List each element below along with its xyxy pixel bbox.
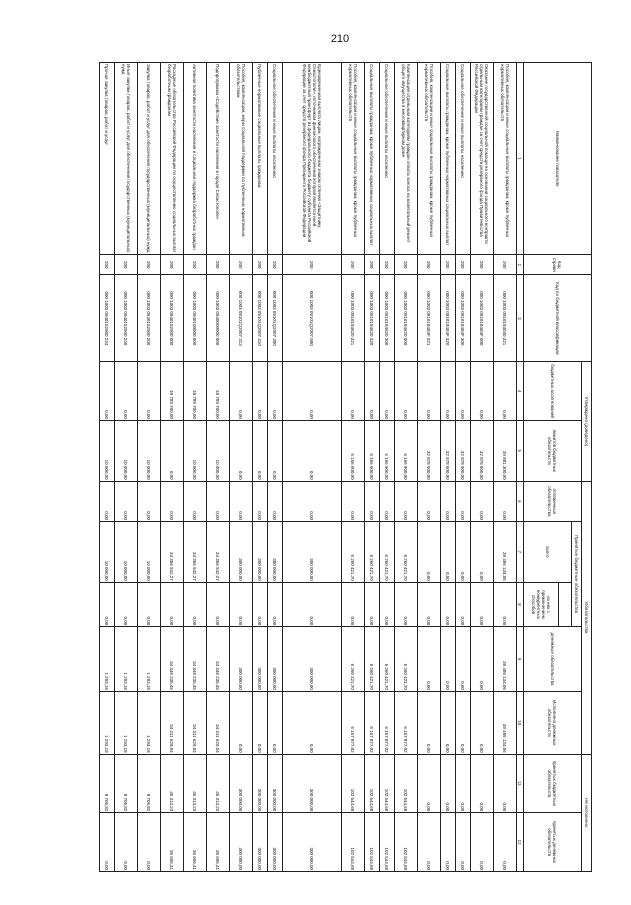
cell-deferred: 0,00 xyxy=(456,481,471,521)
cell-unexecuted-budget: 45 313,23 xyxy=(184,754,207,813)
cell-executed: 1 293,18 xyxy=(100,691,115,754)
row-name: Пособия, компенсации и иные социальные выплаты гражданам, кроме публичных нормативных обязательств xyxy=(418,63,441,255)
cell-deferred: 0,00 xyxy=(207,481,230,521)
cell-deferred: 0,00 xyxy=(100,481,115,521)
row-name: Публичные нормативные социальные выплаты гражданам xyxy=(253,63,268,255)
cell-limits: 0,00 xyxy=(268,420,283,481)
row-kbk: 000 1003 0940100000 000 xyxy=(184,275,207,362)
cell-accepted-total: 10 000,00 xyxy=(100,522,115,583)
cell-unexecuted-monetary: 102 544,68 xyxy=(380,813,395,872)
cell-budget-allocations: 0,00 xyxy=(418,362,441,421)
cell-competitive: 0,00 xyxy=(395,582,418,626)
cell-limits: 10 000,00 xyxy=(115,420,138,481)
cell-deferred: 0,00 xyxy=(138,481,161,521)
row-code: 200 xyxy=(418,255,441,275)
cell-unexecuted-monetary: 36 606,41 xyxy=(184,813,207,872)
cell-competitive: 0,00 xyxy=(418,582,441,626)
row-code: 200 xyxy=(268,255,283,275)
row-name: Единовременная выплата лицам, награжденным знаком отличия «Защитнику Севастополя», источником финансового обеспечения которой является иной межбюджетный трансферт из федерального бюджета бюджету субъекта Российской Федерации за счет средств резервного фонда Президента Российской Федерации xyxy=(283,63,342,255)
table-row xyxy=(115,63,138,872)
cell-competitive: 0,00 xyxy=(441,582,456,626)
cell-limits: 0,00 xyxy=(230,420,253,481)
cell-accepted-total: 300 000,00 xyxy=(253,522,268,583)
cell-executed: 0,00 xyxy=(418,691,441,754)
cell-unexecuted-monetary: 300 000,00 xyxy=(268,813,283,872)
row-code: 200 xyxy=(395,255,418,275)
row-name: Расходные обязательства Российской Федерации по осуществлению социальных выплат безработным гражданам xyxy=(161,63,184,255)
cell-accepted-total: 6 260 421,70 xyxy=(365,522,380,583)
cell-executed: 34 311 629,04 xyxy=(184,691,207,754)
column-number-row xyxy=(517,63,524,872)
row-name: Пособия, компенсации, меры социальной поддержки по публичным нормативным обязательствам xyxy=(230,63,253,255)
cell-unexecuted-monetary: 0,00 xyxy=(441,813,456,872)
header-deferred: отложенные обязательства xyxy=(524,481,582,521)
cell-monetary: 0,00 xyxy=(456,627,471,692)
row-kbk: 000 1003 0940152900 000 xyxy=(161,275,184,362)
row-name: Иные закупки товаров, работ и услуг для обеспечения государственных (муниципальных) нужд xyxy=(115,63,138,255)
cell-budget-allocations: 0,00 xyxy=(494,362,517,421)
col-number: 7 xyxy=(517,522,524,583)
header-budget-code: Код по бюджетной классификации xyxy=(524,275,592,362)
cell-limits: 6 166 900,00 xyxy=(395,420,418,481)
table-header xyxy=(517,63,592,872)
col-number: 2 xyxy=(517,255,524,275)
cell-accepted-total: 34 356 942,27 xyxy=(207,522,230,583)
cell-executed: 6 157 877,02 xyxy=(380,691,395,754)
row-name: Закупка товаров, работ и услуг для обеспечения государственных (муниципальных) нужд xyxy=(138,63,161,255)
cell-unexecuted-monetary: 0,00 xyxy=(138,813,161,872)
cell-deferred: 0,00 xyxy=(494,481,517,521)
row-code: 200 xyxy=(283,255,342,275)
row-code: 200 xyxy=(441,255,456,275)
cell-competitive: 0,00 xyxy=(471,582,494,626)
col-number: 11 xyxy=(517,754,524,813)
cell-budget-allocations: 49 789 700,00 xyxy=(184,362,207,421)
cell-executed: 34 311 629,04 xyxy=(207,691,230,754)
row-kbk: 000 1003 09101Q2007 300 xyxy=(268,275,283,362)
cell-budget-allocations: 0,00 xyxy=(395,362,418,421)
cell-unexecuted-monetary: 102 544,68 xyxy=(365,813,380,872)
cell-unexecuted-monetary: 0,00 xyxy=(100,813,115,872)
cell-competitive: 0,00 xyxy=(380,582,395,626)
cell-accepted-total: 300 000,00 xyxy=(230,522,253,583)
row-name: Оказание государственной социальной помощи на основании социального контракта отдельным категориям граждан за счет средств резервного фонда Правительства Российской Федерации xyxy=(471,63,494,255)
cell-unexecuted-budget: 102 544,68 xyxy=(395,754,418,813)
row-kbk: 000 1003 0910184040 321 xyxy=(494,275,517,362)
row-code: 200 xyxy=(494,255,517,275)
cell-executed: 0,00 xyxy=(230,691,253,754)
cell-limits: 6 166 900,00 xyxy=(342,420,365,481)
col-number: 5 xyxy=(517,420,524,481)
row-name: Прочая закупка товаров, работ и услуг xyxy=(100,63,115,255)
table-row xyxy=(253,63,268,872)
cell-monetary: 300 000,00 xyxy=(253,627,268,692)
cell-limits: 10 000,00 xyxy=(207,420,230,481)
col-number: 4 xyxy=(517,362,524,421)
cell-monetary: 39 486 134,06 xyxy=(494,627,517,692)
cell-accepted-total: 34 356 942,27 xyxy=(184,522,207,583)
cell-unexecuted-monetary: 300 000,00 xyxy=(230,813,253,872)
cell-competitive: 0,00 xyxy=(207,582,230,626)
cell-executed: 0,00 xyxy=(268,691,283,754)
cell-unexecuted-budget: 0,00 xyxy=(456,754,471,813)
cell-limits: 6 166 900,00 xyxy=(365,420,380,481)
col-number: 9 xyxy=(517,627,524,692)
cell-limits: 0,00 xyxy=(253,420,268,481)
cell-unexecuted-monetary: 0,00 xyxy=(494,813,517,872)
table-body xyxy=(100,63,517,872)
cell-limits: 32 878 900,00 xyxy=(471,420,494,481)
cell-monetary: 1 293,18 xyxy=(138,627,161,692)
cell-deferred: 0,00 xyxy=(268,481,283,521)
header-name: Наименование показателя xyxy=(524,63,592,255)
table-row xyxy=(138,63,161,872)
header-accepted-budget: принятых бюджетных обязательств xyxy=(524,754,582,813)
cell-unexecuted-budget: 0,00 xyxy=(418,754,441,813)
cell-deferred: 0,00 xyxy=(115,481,138,521)
cell-deferred: 0,00 xyxy=(184,481,207,521)
cell-budget-allocations: 0,00 xyxy=(471,362,494,421)
row-code: 200 xyxy=(161,255,184,275)
cell-budget-allocations: 0,00 xyxy=(230,362,253,421)
cell-competitive: 0,00 xyxy=(268,582,283,626)
header-code: Код строки xyxy=(524,255,592,275)
row-code: 200 xyxy=(184,255,207,275)
table-row xyxy=(268,63,283,872)
row-kbk: 000 1003 0940152900 200 xyxy=(138,275,161,362)
cell-competitive: 0,00 xyxy=(342,582,365,626)
table-row xyxy=(342,63,365,872)
row-kbk: 000 1003 091018404F 300 xyxy=(456,275,471,362)
cell-unexecuted-monetary: 300 000,00 xyxy=(253,813,268,872)
table-row xyxy=(418,63,441,872)
row-code: 200 xyxy=(253,255,268,275)
row-name: Пособия, компенсации и иные социальные выплаты гражданам, кроме публичных нормативных обязательств xyxy=(494,63,517,255)
cell-executed: 34 311 629,04 xyxy=(161,691,184,754)
cell-budget-allocations: 0,00 xyxy=(283,362,342,421)
header-budget-allocations: бюджетных ассигнований xyxy=(524,362,582,421)
cell-monetary: 300 000,00 xyxy=(283,627,342,692)
budget-report-table xyxy=(99,62,592,872)
cell-deferred: 0,00 xyxy=(253,481,268,521)
cell-limits: 32 878 900,00 xyxy=(456,420,471,481)
row-code: 200 xyxy=(100,255,115,275)
cell-limits: 10 000,00 xyxy=(100,420,115,481)
cell-unexecuted-budget: 102 544,68 xyxy=(365,754,380,813)
row-name: Социальные выплаты гражданам, кроме публичных нормативных социальных выплат xyxy=(365,63,380,255)
cell-budget-allocations: 49 789 700,00 xyxy=(161,362,184,421)
cell-limits: 32 878 900,00 xyxy=(441,420,456,481)
cell-budget-allocations: 0,00 xyxy=(253,362,268,421)
cell-monetary: 1 293,18 xyxy=(100,627,115,692)
row-kbk: 000 1003 091018404F 321 xyxy=(418,275,441,362)
header-accepted: Принятые бюджетные обязательства xyxy=(572,522,582,627)
cell-accepted-total: 0,00 xyxy=(441,522,456,583)
cell-unexecuted-budget: 102 544,68 xyxy=(342,754,365,813)
cell-monetary: 34 348 235,45 xyxy=(207,627,230,692)
cell-competitive: 0,00 xyxy=(283,582,342,626)
cell-accepted-total: 10 000,00 xyxy=(115,522,138,583)
cell-unexecuted-monetary: 0,00 xyxy=(456,813,471,872)
cell-accepted-total: 10 000,00 xyxy=(138,522,161,583)
row-kbk: 000 1003 0940152900 244 xyxy=(100,275,115,362)
cell-unexecuted-budget: 45 313,23 xyxy=(161,754,184,813)
header-limits: лимитов бюджетных обязательств xyxy=(524,420,582,481)
cell-monetary: 1 293,18 xyxy=(115,627,138,692)
header-not-executed: Не исполнено xyxy=(582,754,592,871)
cell-budget-allocations: 0,00 xyxy=(342,362,365,421)
row-code: 200 xyxy=(456,255,471,275)
row-kbk: 000 1003 0910184620 000 xyxy=(395,275,418,362)
cell-executed: 39 486 134,06 xyxy=(494,691,517,754)
cell-unexecuted-budget: 8 706,82 xyxy=(100,754,115,813)
row-code: 200 xyxy=(138,255,161,275)
cell-executed: 0,00 xyxy=(456,691,471,754)
rotated-report-frame xyxy=(104,62,592,872)
header-accepted-monetary: принятых денежных обязательств xyxy=(524,813,582,872)
row-name: Социальное обеспечение и иные выплаты населению xyxy=(456,63,471,255)
cell-unexecuted-monetary: 36 606,41 xyxy=(161,813,184,872)
cell-accepted-total: 0,00 xyxy=(456,522,471,583)
cell-competitive: 0,00 xyxy=(184,582,207,626)
cell-unexecuted-monetary: 0,00 xyxy=(471,813,494,872)
row-name: Социальное обеспечение и иные выплаты населению xyxy=(380,63,395,255)
page-number: 210 xyxy=(330,33,350,45)
cell-unexecuted-budget: 8 706,82 xyxy=(138,754,161,813)
row-code: 200 xyxy=(365,255,380,275)
col-number: 6 xyxy=(517,481,524,521)
cell-monetary: 6 260 421,70 xyxy=(380,627,395,692)
table-row xyxy=(161,63,184,872)
cell-limits: 0,00 xyxy=(283,420,342,481)
cell-unexecuted-monetary: 102 544,68 xyxy=(342,813,365,872)
row-name: Социальные выплаты гражданам, кроме публичных нормативных социальных выплат xyxy=(441,63,456,255)
cell-unexecuted-budget: 0,00 xyxy=(471,754,494,813)
row-code: 200 xyxy=(115,255,138,275)
col-number: 1 xyxy=(517,63,524,255)
cell-unexecuted-monetary: 0,00 xyxy=(115,813,138,872)
report-table-container xyxy=(104,62,592,872)
cell-competitive: 0,00 xyxy=(365,582,380,626)
row-kbk: 000 1003 0940152900 240 xyxy=(115,275,138,362)
col-number: 12 xyxy=(517,813,524,872)
cell-monetary: 6 260 421,70 xyxy=(342,627,365,692)
cell-competitive: 0,00 xyxy=(230,582,253,626)
cell-budget-allocations: 49 789 700,00 xyxy=(207,362,230,421)
cell-deferred: 0,00 xyxy=(230,481,253,521)
row-code: 200 xyxy=(342,255,365,275)
cell-budget-allocations: 0,00 xyxy=(268,362,283,421)
row-kbk: 000 1003 09101Q2007 310 xyxy=(253,275,268,362)
cell-budget-allocations: 0,00 xyxy=(138,362,161,421)
row-code: 200 xyxy=(207,255,230,275)
header-competitive: из них с применением конкурентных способов xyxy=(524,582,559,626)
cell-deferred: 0,00 xyxy=(441,481,456,521)
cell-unexecuted-budget: 300 000,00 xyxy=(253,754,268,813)
header-obligations: Обязательства xyxy=(582,481,592,754)
cell-executed: 1 293,18 xyxy=(138,691,161,754)
cell-unexecuted-budget: 300 000,00 xyxy=(283,754,342,813)
cell-limits: 6 166 900,00 xyxy=(380,420,395,481)
cell-executed: 6 157 877,02 xyxy=(395,691,418,754)
header-executed-monetary: Исполнено денежных обязательств xyxy=(524,691,582,754)
cell-limits: 39 881 300,00 xyxy=(494,420,517,481)
row-code: 200 xyxy=(471,255,494,275)
cell-limits: 10 000,00 xyxy=(184,420,207,481)
table-row xyxy=(456,63,471,872)
cell-limits: 10 000,00 xyxy=(138,420,161,481)
cell-unexecuted-budget: 102 544,68 xyxy=(380,754,395,813)
cell-unexecuted-monetary: 36 606,41 xyxy=(207,813,230,872)
cell-unexecuted-monetary: 102 544,68 xyxy=(395,813,418,872)
cell-competitive: 0,00 xyxy=(494,582,517,626)
header-approved: Утверждено (доведено) xyxy=(582,362,592,481)
cell-monetary: 300 000,00 xyxy=(268,627,283,692)
cell-accepted-total: 39 486 134,06 xyxy=(494,522,517,583)
cell-unexecuted-budget: 0,00 xyxy=(494,754,517,813)
table-row xyxy=(230,63,253,872)
row-kbk: 000 1003 09101Q2007 000 xyxy=(283,275,342,362)
cell-unexecuted-budget: 0,00 xyxy=(441,754,456,813)
cell-monetary: 300 000,00 xyxy=(230,627,253,692)
cell-accepted-total: 300 000,00 xyxy=(268,522,283,583)
cell-executed: 0,00 xyxy=(253,691,268,754)
table-row xyxy=(207,63,230,872)
col-number: 3 xyxy=(517,275,524,362)
cell-monetary: 34 348 235,45 xyxy=(161,627,184,692)
cell-accepted-total: 6 260 421,70 xyxy=(342,522,365,583)
cell-limits: 0,00 xyxy=(161,420,184,481)
cell-deferred: 0,00 xyxy=(380,481,395,521)
row-name: Пособия, компенсации и иные социальные выплаты гражданам, кроме публичных нормативных обязательств xyxy=(342,63,365,255)
table-row xyxy=(100,63,115,872)
cell-deferred: 0,00 xyxy=(471,481,494,521)
row-name: Подпрограмма «Содействие занятости населения в городе Севастополе» xyxy=(207,63,230,255)
cell-monetary: 6 260 421,70 xyxy=(395,627,418,692)
cell-budget-allocations: 0,00 xyxy=(365,362,380,421)
cell-monetary: 6 260 421,70 xyxy=(365,627,380,692)
cell-executed: 0,00 xyxy=(283,691,342,754)
cell-budget-allocations: 0,00 xyxy=(115,362,138,421)
table-row xyxy=(471,63,494,872)
cell-competitive: 0,00 xyxy=(456,582,471,626)
cell-accepted-total: 300 000,00 xyxy=(283,522,342,583)
cell-accepted-total: 6 260 421,70 xyxy=(395,522,418,583)
table-row xyxy=(494,63,517,872)
cell-unexecuted-budget: 45 313,23 xyxy=(207,754,230,813)
cell-executed: 0,00 xyxy=(441,691,456,754)
row-name: Социальное обеспечение и иные выплаты населению xyxy=(268,63,283,255)
row-kbk: 000 1003 091018404F 000 xyxy=(471,275,494,362)
cell-accepted-total: 34 356 942,27 xyxy=(161,522,184,583)
col-number: 8 xyxy=(517,582,524,626)
row-kbk: 000 1003 0940000000 000 xyxy=(207,275,230,362)
row-kbk: 000 1003 091018404F 320 xyxy=(441,275,456,362)
row-kbk: 000 1003 0910184620 320 xyxy=(365,275,380,362)
cell-monetary: 0,00 xyxy=(418,627,441,692)
row-name: Активная политика занятости населения и социальная поддержка безработных граждан xyxy=(184,63,207,255)
cell-unexecuted-budget: 300 000,00 xyxy=(268,754,283,813)
cell-competitive: 0,00 xyxy=(100,582,115,626)
cell-accepted-total: 0,00 xyxy=(471,522,494,583)
cell-budget-allocations: 0,00 xyxy=(441,362,456,421)
cell-unexecuted-budget: 8 706,82 xyxy=(115,754,138,813)
cell-deferred: 0,00 xyxy=(342,481,365,521)
row-code: 200 xyxy=(230,255,253,275)
table-row xyxy=(380,63,395,872)
cell-monetary: 0,00 xyxy=(471,627,494,692)
cell-monetary: 34 348 235,45 xyxy=(184,627,207,692)
cell-budget-allocations: 0,00 xyxy=(380,362,395,421)
row-kbk: 000 1003 0910184620 300 xyxy=(380,275,395,362)
cell-accepted-total: 6 260 421,70 xyxy=(380,522,395,583)
cell-competitive: 0,00 xyxy=(253,582,268,626)
cell-budget-allocations: 0,00 xyxy=(100,362,115,421)
cell-competitive: 0,00 xyxy=(138,582,161,626)
header-of-which xyxy=(559,582,572,626)
row-name: Компенсация отдельным категориям граждан оплаты взноса на капитальный ремонт общего имущества в многоквартирном доме xyxy=(395,63,418,255)
table-row xyxy=(395,63,418,872)
table-row xyxy=(441,63,456,872)
cell-unexecuted-monetary: 0,00 xyxy=(418,813,441,872)
cell-executed: 1 293,18 xyxy=(115,691,138,754)
cell-limits: 32 878 900,00 xyxy=(418,420,441,481)
row-kbk: 000 1003 09101Q2007 313 xyxy=(230,275,253,362)
header-monetary: денежные обязательства xyxy=(524,627,582,692)
cell-unexecuted-monetary: 300 000,00 xyxy=(283,813,342,872)
cell-competitive: 0,00 xyxy=(161,582,184,626)
header-total: всего xyxy=(524,522,572,583)
cell-unexecuted-budget: 300 000,00 xyxy=(230,754,253,813)
col-number: 10 xyxy=(517,691,524,754)
table-row xyxy=(283,63,342,872)
cell-accepted-total: 0,00 xyxy=(418,522,441,583)
cell-deferred: 0,00 xyxy=(365,481,380,521)
cell-deferred: 0,00 xyxy=(161,481,184,521)
cell-executed: 6 157 877,02 xyxy=(365,691,380,754)
cell-monetary: 0,00 xyxy=(441,627,456,692)
cell-executed: 6 157 877,02 xyxy=(342,691,365,754)
table-row xyxy=(184,63,207,872)
table-row xyxy=(365,63,380,872)
row-kbk: 000 1003 0910184620 321 xyxy=(342,275,365,362)
row-code: 200 xyxy=(380,255,395,275)
cell-competitive: 0,00 xyxy=(115,582,138,626)
cell-deferred: 0,00 xyxy=(283,481,342,521)
cell-executed: 0,00 xyxy=(471,691,494,754)
cell-budget-allocations: 0,00 xyxy=(456,362,471,421)
cell-deferred: 0,00 xyxy=(418,481,441,521)
cell-deferred: 0,00 xyxy=(395,481,418,521)
